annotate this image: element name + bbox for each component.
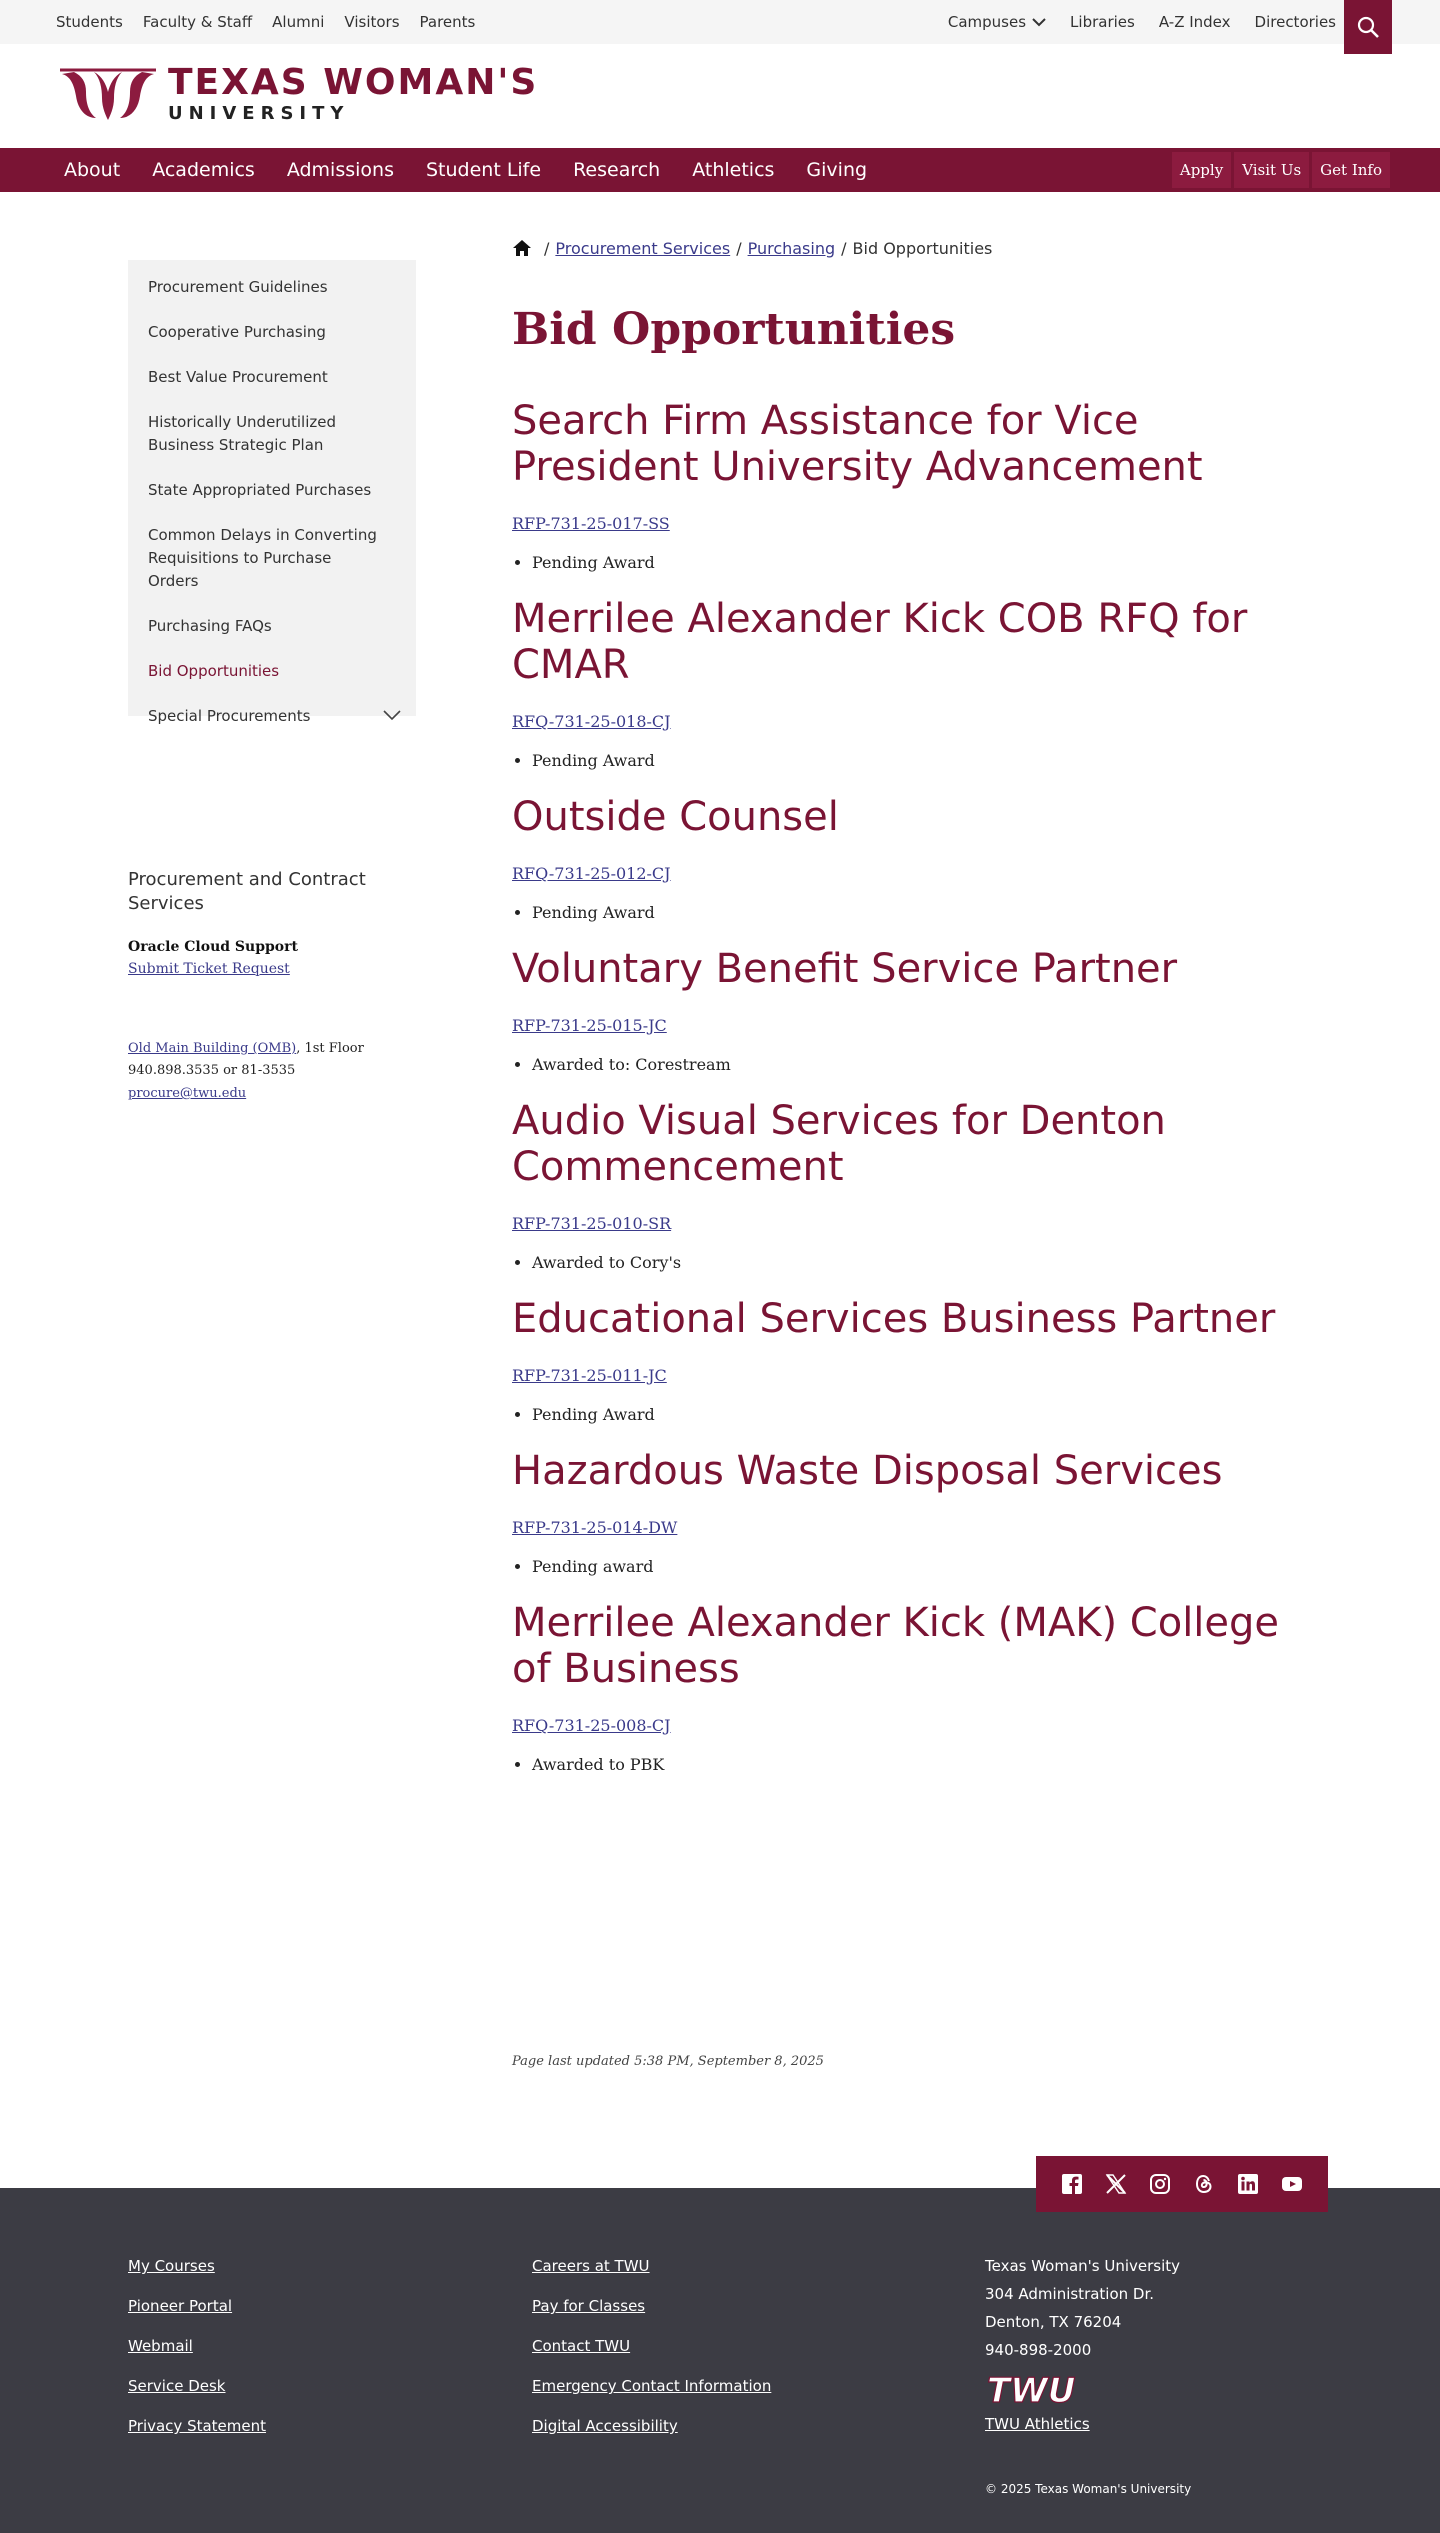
utility-bar xyxy=(0,0,1440,44)
linkedin-icon[interactable] xyxy=(1237,2173,1259,2195)
bid-status: • Awarded to PBK xyxy=(532,1755,1312,1774)
oracle-support-label: Oracle Cloud Support xyxy=(128,939,298,955)
footer-link-my-courses[interactable]: My Courses xyxy=(128,2257,215,2275)
building-link[interactable]: Old Main Building (OMB) xyxy=(128,1041,297,1056)
bid-title: Voluntary Benefit Service Partner xyxy=(512,946,1178,992)
footer-link-pay-for-classes[interactable]: Pay for Classes xyxy=(532,2297,646,2315)
audience-links xyxy=(56,0,475,44)
page-last-updated: Page last updated 5:38 PM, September 8, 2025 xyxy=(512,2054,824,2069)
email-link[interactable]: procure@twu.edu xyxy=(128,1086,247,1101)
bid-title: Outside Counsel xyxy=(512,794,839,840)
footer-link-twu-athletics[interactable]: TWU Athletics xyxy=(985,2415,1090,2433)
footer-link-contact-twu[interactable]: Contact TWU xyxy=(532,2337,631,2355)
contact-block xyxy=(128,868,418,1105)
logo-name: TEXAS WOMAN'S xyxy=(168,62,539,103)
nav-admissions[interactable]: Admissions xyxy=(286,159,394,181)
bid-number-link[interactable]: RFP-731-25-010-SR xyxy=(512,1214,672,1233)
search-button[interactable] xyxy=(1344,0,1392,54)
sidebar-item-state-appropriated-purchases[interactable]: State Appropriated Purchases xyxy=(148,481,372,499)
visit-us-button[interactable]: Visit Us xyxy=(1234,152,1309,188)
bid-number-link[interactable]: RFP-731-25-014-DW xyxy=(512,1518,678,1537)
bid-number-link[interactable]: RFQ-731-25-008-CJ xyxy=(512,1716,671,1735)
bid-number-link[interactable]: RFQ-731-25-012-CJ xyxy=(512,864,671,883)
bid-title: Merrilee Alexander Kick (MAK) College of Business xyxy=(512,1600,1280,1692)
sidebar-item-bid-opportunities[interactable]: Bid Opportunities xyxy=(148,662,280,680)
sidebar-item-procurement-guidelines[interactable]: Procurement Guidelines xyxy=(148,278,328,296)
nav-student-life[interactable]: Student Life xyxy=(425,159,542,181)
search-icon xyxy=(1356,15,1380,39)
bid-item xyxy=(512,398,1312,572)
footer-address-name: Texas Woman's University xyxy=(985,2257,1181,2275)
util-link-students[interactable]: Students xyxy=(56,13,123,31)
bid-title: Search Firm Assistance for Vice President University Advancement xyxy=(512,398,1203,490)
chevron-down-icon xyxy=(1032,16,1046,30)
chevron-down-icon[interactable] xyxy=(382,707,402,723)
bid-status: • Awarded to: Corestream xyxy=(532,1055,1312,1074)
x-icon[interactable] xyxy=(1105,2173,1127,2195)
contact-title: Procurement and Contract Services xyxy=(128,869,366,914)
util-link-visitors[interactable]: Visitors xyxy=(344,13,400,31)
bid-number-link[interactable]: RFP-731-25-011-JC xyxy=(512,1366,667,1385)
util-link-libraries[interactable]: Libraries xyxy=(1070,13,1135,31)
footer-col-3 xyxy=(985,2252,1180,2434)
threads-icon[interactable] xyxy=(1193,2173,1215,2195)
bid-item xyxy=(512,946,1312,1074)
breadcrumb xyxy=(512,236,992,260)
util-link-alumni[interactable]: Alumni xyxy=(272,13,325,31)
footer-col-2 xyxy=(532,2256,771,2456)
get-info-button[interactable]: Get Info xyxy=(1312,152,1390,188)
logo-university: UNIVERSITY xyxy=(168,103,350,124)
bid-status: • Awarded to Cory's xyxy=(532,1253,1312,1272)
footer-col-1 xyxy=(128,2256,266,2456)
bid-item xyxy=(512,596,1312,770)
util-link-az-index[interactable]: A-Z Index xyxy=(1158,13,1231,31)
bid-item xyxy=(512,1296,1312,1424)
footer-link-service-desk[interactable]: Service Desk xyxy=(128,2377,226,2395)
sidebar-nav xyxy=(128,260,416,725)
nav-research[interactable]: Research xyxy=(573,159,661,181)
bid-item xyxy=(512,1600,1312,1774)
bid-title: Hazardous Waste Disposal Services xyxy=(512,1448,1223,1494)
main-nav xyxy=(0,148,1440,192)
twu-athletics-logo-text: TWU xyxy=(987,2371,1076,2410)
contact-phone: 940.898.3535 or 81-3535 xyxy=(128,1063,296,1078)
breadcrumb-procurement-services[interactable]: Procurement Services xyxy=(555,238,731,258)
breadcrumb-separator: / xyxy=(736,238,742,258)
campuses-dropdown[interactable] xyxy=(948,13,1046,31)
bid-item xyxy=(512,794,1312,922)
page-title: Bid Opportunities xyxy=(512,304,956,355)
bid-number-link[interactable]: RFQ-731-25-018-CJ xyxy=(512,712,671,731)
sidebar-item-hub-strategic-plan[interactable]: Historically Underutilized Business Strategic Plan xyxy=(148,413,336,454)
sidebar-item-special-procurements[interactable] xyxy=(128,695,416,740)
sidebar-item-common-delays[interactable]: Common Delays in Converting Requisitions to Purchase Orders xyxy=(148,526,377,590)
twu-athletics-logo-icon xyxy=(985,2370,1077,2410)
bid-list xyxy=(512,398,1312,1798)
breadcrumb-purchasing[interactable]: Purchasing xyxy=(747,238,836,258)
nav-giving[interactable]: Giving xyxy=(806,159,868,181)
bid-status: • Pending award xyxy=(532,1557,1312,1576)
floor-text: , 1st Floor xyxy=(296,1041,364,1056)
sidebar-item-label: Special Procurements xyxy=(148,707,311,725)
footer-link-careers[interactable]: Careers at TWU xyxy=(532,2257,650,2275)
bid-status: • Pending Award xyxy=(532,553,1312,572)
breadcrumb-current: Bid Opportunities xyxy=(852,238,993,258)
footer-link-privacy-statement[interactable]: Privacy Statement xyxy=(128,2417,267,2435)
bid-item xyxy=(512,1098,1312,1272)
campuses-label: Campuses xyxy=(947,13,1027,31)
footer-link-webmail[interactable]: Webmail xyxy=(128,2337,193,2355)
twu-athletics-logo[interactable] xyxy=(985,2370,1180,2414)
copyright: © 2025 Texas Woman's University xyxy=(985,2482,1192,2496)
twu-logo[interactable] xyxy=(58,64,538,126)
bid-title: Audio Visual Services for Denton Commencement xyxy=(512,1098,1166,1190)
nav-about[interactable]: About xyxy=(64,159,121,181)
footer-link-pioneer-portal[interactable]: Pioneer Portal xyxy=(128,2297,233,2315)
footer-address-street: 304 Administration Dr. xyxy=(985,2285,1155,2303)
footer-link-emergency-contact[interactable]: Emergency Contact Information xyxy=(532,2377,772,2395)
footer-phone: 940-898-2000 xyxy=(985,2341,1092,2359)
bid-item xyxy=(512,1448,1312,1576)
sidebar-item-purchasing-faqs[interactable]: Purchasing FAQs xyxy=(148,617,272,635)
bid-title: Merrilee Alexander Kick COB RFQ for CMAR xyxy=(512,596,1248,688)
twu-emblem-icon xyxy=(58,66,158,124)
util-link-parents[interactable]: Parents xyxy=(419,13,476,31)
contact-address xyxy=(128,1038,418,1105)
bid-status: • Pending Award xyxy=(532,751,1312,770)
util-link-directories[interactable]: Directories xyxy=(1254,13,1336,31)
breadcrumb-separator: / xyxy=(544,238,550,258)
bid-status: • Pending Award xyxy=(532,903,1312,922)
facebook-icon[interactable] xyxy=(1061,2173,1083,2195)
home-icon[interactable] xyxy=(512,239,532,257)
breadcrumb-separator: / xyxy=(841,238,847,258)
social-bar xyxy=(1036,2156,1328,2212)
bid-status: • Pending Award xyxy=(532,1405,1312,1424)
submit-ticket-link[interactable]: Submit Ticket Request xyxy=(128,961,290,977)
nav-academics[interactable]: Academics xyxy=(152,159,255,181)
youtube-icon[interactable] xyxy=(1281,2173,1303,2195)
util-link-faculty-staff[interactable]: Faculty & Staff xyxy=(142,13,253,31)
bid-number-link[interactable]: RFP-731-25-017-SS xyxy=(512,514,670,533)
footer-link-digital-accessibility[interactable]: Digital Accessibility xyxy=(532,2417,678,2435)
sidebar-item-best-value-procurement[interactable]: Best Value Procurement xyxy=(148,368,328,386)
instagram-icon[interactable] xyxy=(1149,2173,1171,2195)
apply-button[interactable]: Apply xyxy=(1172,152,1231,188)
footer-address-city: Denton, TX 76204 xyxy=(985,2313,1122,2331)
sidebar-item-cooperative-purchasing[interactable]: Cooperative Purchasing xyxy=(148,323,326,341)
utility-links xyxy=(948,0,1336,44)
bid-title: Educational Services Business Partner xyxy=(512,1296,1276,1342)
bid-number-link[interactable]: RFP-731-25-015-JC xyxy=(512,1016,667,1035)
nav-athletics[interactable]: Athletics xyxy=(692,159,775,181)
